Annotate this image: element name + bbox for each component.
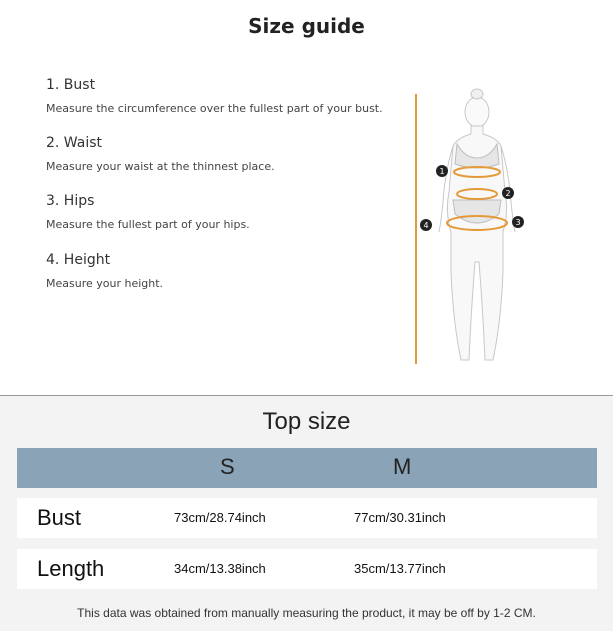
row-label: Bust (37, 505, 82, 530)
size-column-s: S (220, 454, 235, 479)
cell-length-m: 35cm/13.77inch (354, 561, 446, 576)
guide-item-description: Measure the circumference over the fullest part of your bust. (46, 102, 383, 115)
body-measurement-figure (405, 82, 535, 372)
guide-item-heading: 2. Waist (46, 135, 103, 151)
marker-2-icon (502, 187, 514, 199)
marker-label: 4 (423, 221, 429, 230)
guide-item-heading: 4. Height (46, 252, 111, 268)
marker-label: 2 (505, 189, 511, 198)
marker-3-icon (512, 216, 524, 228)
table-row-bust (17, 498, 597, 538)
size-column-m: M (393, 454, 412, 479)
guide-item-description: Measure your waist at the thinnest place. (46, 160, 275, 173)
guide-item-bust (46, 77, 383, 115)
guide-item-description: Measure the fullest part of your hips. (46, 218, 250, 231)
cell-length-s: 34cm/13.38inch (174, 561, 266, 576)
guide-item-hips (46, 193, 250, 231)
row-label: Length (37, 556, 105, 581)
guide-item-height (46, 252, 163, 290)
marker-4-icon (420, 219, 432, 231)
table-row-length (17, 549, 597, 589)
guide-item-waist (46, 135, 275, 173)
figure-head (465, 97, 489, 127)
size-header-row (17, 448, 597, 488)
cell-bust-s: 73cm/28.74inch (174, 510, 266, 525)
guide-item-description: Measure your height. (46, 277, 164, 290)
guide-item-heading: 1. Bust (46, 77, 96, 93)
cell-bust-m: 77cm/30.31inch (354, 510, 446, 525)
marker-label: 1 (439, 167, 445, 176)
table-title: Top size (262, 408, 351, 435)
guide-item-heading: 3. Hips (46, 193, 95, 209)
size-table-section (0, 395, 613, 631)
figure-hair-bun (471, 89, 483, 99)
marker-label: 3 (515, 218, 521, 227)
marker-1-icon (436, 165, 448, 177)
measurement-note: This data was obtained from manually measuring the product, it may be off by 1-2 CM. (77, 606, 536, 620)
page-title: Size guide (248, 14, 365, 38)
